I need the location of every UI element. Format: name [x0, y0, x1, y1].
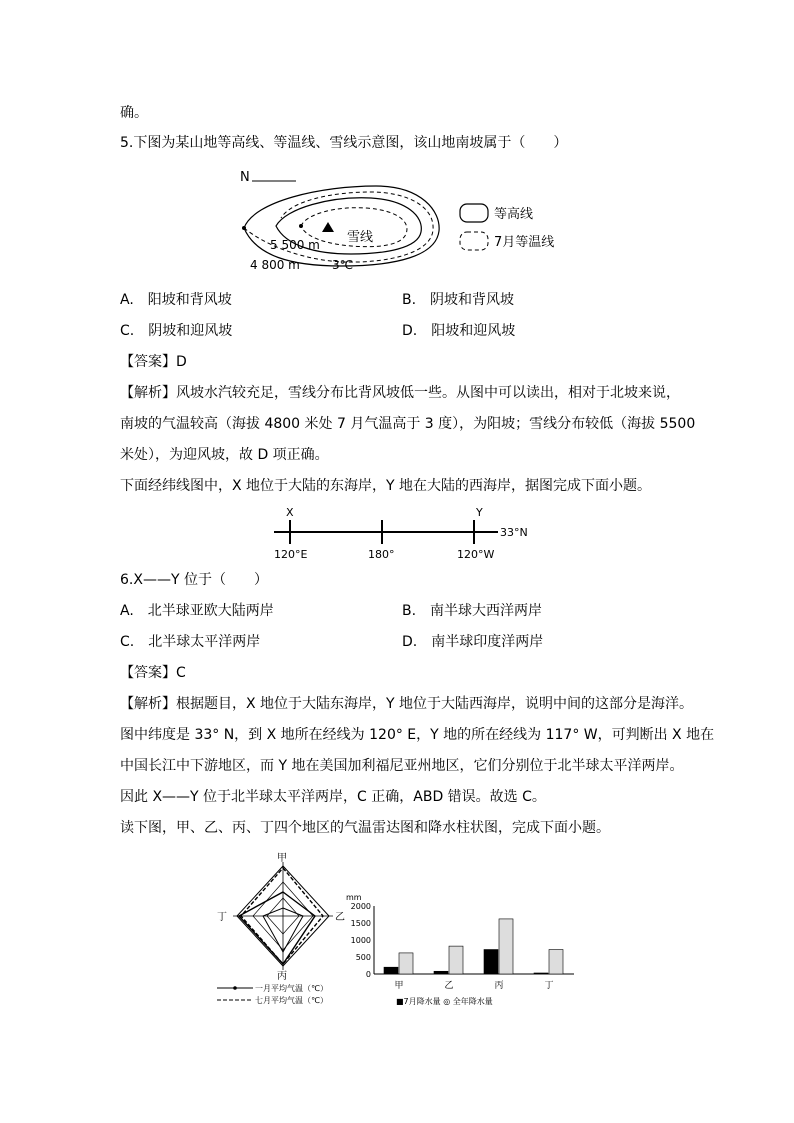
bar-july — [434, 971, 448, 974]
bar-annual — [499, 919, 513, 974]
north-label: N — [240, 170, 250, 185]
bar-annual — [549, 950, 563, 974]
latlong-figure — [264, 504, 554, 564]
answer-6: 【答案】C — [120, 665, 186, 681]
option-b: B. 南半球大西洋两岸 — [402, 603, 543, 619]
answer-5: 【答案】D — [120, 354, 187, 370]
explanation-6-line2: 图中纬度是 33° N，到 X 地所在经线为 120° E，Y 地的所在经线为 117° W，可判断出 X 地在 — [120, 727, 715, 743]
radar-legend-jan: 一月平均气温（℃） — [255, 984, 328, 993]
bar-legend: ■7月降水量 ◎ 全年降水量 — [396, 997, 493, 1006]
bar-annual — [399, 953, 413, 974]
intro-7: 读下图，甲、乙、丙、丁四个地区的气温雷达图和降水柱状图，完成下面小题。 — [120, 820, 610, 836]
longitude-label-120e: 120°E — [274, 548, 308, 561]
bar-july — [484, 950, 498, 974]
intro-6: 下面经纬线图中，X 地位于大陆的东海岸，Y 地在大陆的西海岸，据图完成下面小题。 — [120, 478, 652, 494]
category-label: 甲 — [394, 981, 404, 991]
precipitation-bar-chart — [340, 890, 580, 1010]
explanation-6-line3: 中国长江中下游地区，而 Y 地在美国加利福尼亚州地区，它们分别位于北半球太平洋两岸。 — [120, 758, 684, 774]
y-tick-label: 500 — [355, 953, 371, 962]
option-d: D. 南半球印度洋两岸 — [402, 634, 544, 650]
elev-label-4800: 4 800 m — [250, 258, 300, 272]
explanation-6-line1: 【解析】根据题目，X 地位于大陆东海岸，Y 地位于大陆西海岸，说明中间的这部分是海洋。 — [120, 696, 694, 712]
x-point-label: X — [286, 506, 294, 519]
bar-july — [384, 967, 398, 974]
radar-label-top: 甲 — [277, 853, 287, 864]
radar-legend-jul: 七月平均气温（℃） — [255, 996, 328, 1005]
y-point-label: Y — [476, 506, 483, 519]
radar-label-left: 丁 — [217, 912, 227, 923]
longitude-label-120w: 120°W — [457, 548, 495, 561]
y-tick-label: 1500 — [350, 919, 371, 928]
peak-icon — [322, 222, 334, 232]
contour-figure — [236, 166, 566, 276]
latitude-label: 33°N — [500, 526, 528, 539]
explanation-6-line4: 因此 X——Y 位于北半球太平洋两岸，C 正确，ABD 错误。故选 C。 — [120, 789, 546, 805]
question-5: 5.下图为某山地等高线、等温线、雪线示意图，该山地南坡属于（ ） — [120, 135, 568, 151]
isotherm-legend-icon — [460, 232, 488, 250]
option-c: C. 阴坡和迎风坡 — [120, 323, 233, 339]
explanation-5-line2: 南坡的气温较高（海拔 4800 米处 7 月气温高于 3 度），为阳坡；雪线分布较低（海拔 5500 — [120, 416, 696, 432]
bar-annual — [449, 946, 463, 974]
category-label: 丁 — [544, 981, 554, 991]
explanation-5-line3: 米处），为迎风坡，故 D 项正确。 — [120, 447, 329, 463]
option-d: D. 阳坡和迎风坡 — [402, 323, 516, 339]
longitude-label-180: 180° — [368, 548, 395, 561]
category-label: 乙 — [444, 981, 454, 991]
option-a: A. 阳坡和背风坡 — [120, 292, 232, 308]
radar-label-right: 乙 — [335, 912, 345, 923]
option-b: B. 阴坡和背风坡 — [402, 292, 515, 308]
question-6: 6.X——Y 位于（ ） — [120, 572, 268, 588]
temp-label: 3℃ — [332, 258, 354, 272]
text-line: 确。 — [120, 105, 148, 121]
radar-chart — [213, 852, 353, 1012]
y-axis-unit: mm — [346, 893, 362, 902]
y-tick-label: 1000 — [350, 936, 371, 945]
y-tick-label: 0 — [365, 970, 371, 979]
y-tick-label: 2000 — [350, 902, 371, 911]
contour-legend-icon — [460, 204, 488, 222]
legend-isotherm-label: 7月等温线 — [494, 235, 555, 250]
elev-label-5500: 5 500 m — [270, 238, 320, 252]
option-c: C. 北半球太平洋两岸 — [120, 634, 261, 650]
category-label: 丙 — [494, 981, 504, 991]
legend-contour-label: 等高线 — [494, 207, 534, 222]
option-a: A. 北半球亚欧大陆两岸 — [120, 603, 274, 619]
snow-line-label: 雪线 — [347, 230, 374, 245]
explanation-5-line1: 【解析】风坡水汽较充足，雪线分布比背风坡低一些。从图中可以读出，相对于北坡来说， — [120, 385, 680, 401]
bar-july — [534, 973, 548, 974]
radar-label-bottom: 丙 — [277, 971, 287, 982]
